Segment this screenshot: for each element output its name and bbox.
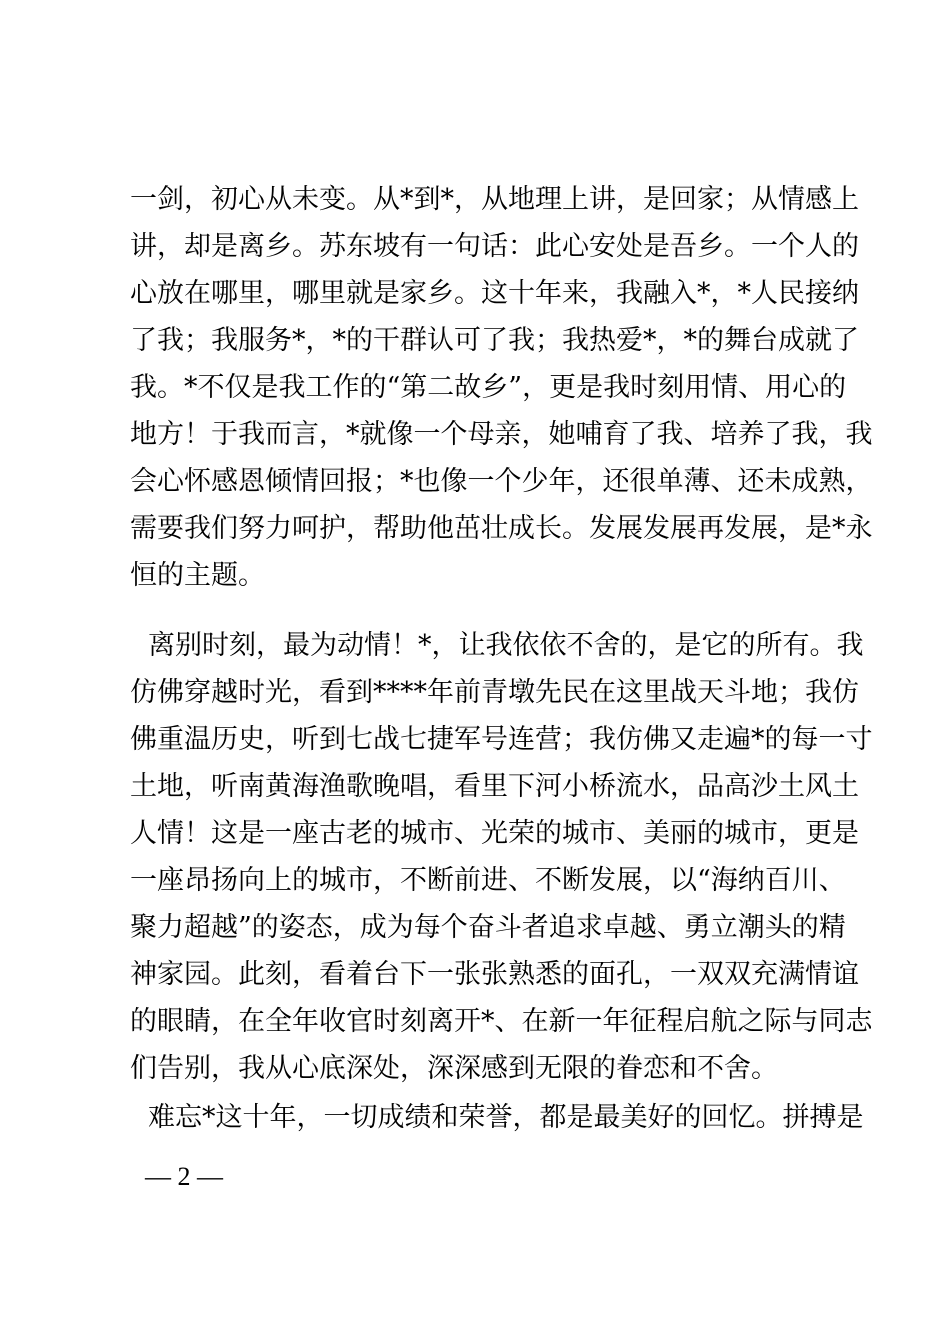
text-line: 一剑，初心从未变。从*到*，从地理上讲，是回家；从情感上 (130, 184, 859, 215)
text-line: 一座昂扬向上的城市，不断前进、不断发展，以“海纳百川、 (130, 865, 846, 896)
text-line: 讲，却是离乡。苏东坡有一句话：此心安处是吾乡。一个人的 (130, 231, 859, 262)
text-line: 难忘*这十年，一切成绩和荣誉，都是最美好的回忆。拼搏是 (148, 1102, 864, 1133)
paragraph-3 (130, 1094, 864, 1141)
text-line: 地方！于我而言，*就像一个母亲，她哺育了我、培养了我，我 (130, 419, 873, 450)
text-line: 神家园。此刻，看着台下一张张熟悉的面孔，一双双充满情谊 (130, 959, 859, 990)
page-number: — 2 — (145, 1162, 223, 1191)
text-line: 恒的主题。 (130, 560, 265, 591)
paragraph-1 (130, 176, 873, 599)
text-line: 的眼睛，在全年收官时刻离开*、在新一年征程启航之际与同志 (130, 1006, 873, 1037)
text-line: 我。*不仅是我工作的“第二故乡”，更是我时刻用情、用心的 (130, 372, 847, 403)
text-line: 人情！这是一座古老的城市、光荣的城市、美丽的城市，更是 (130, 818, 859, 849)
text-line: 仿佛穿越时光，看到****年前青墩先民在这里战天斗地；我仿 (130, 677, 859, 708)
text-line: 们告别，我从心底深处，深深感到无限的眷恋和不舍。 (130, 1053, 778, 1084)
text-line: 离别时刻，最为动情！*，让我依依不舍的，是它的所有。我 (148, 630, 864, 661)
text-line: 佛重温历史，听到七战七捷军号连营；我仿佛又走遍*的每一寸 (130, 724, 873, 755)
text-line: 了我；我服务*，*的干群认可了我；我热爱*，*的舞台成就了 (130, 325, 859, 356)
text-line: 心放在哪里，哪里就是家乡。这十年来，我融入*，*人民接纳 (130, 278, 859, 309)
text-line: 需要我们努力呵护，帮助他茁壮成长。发展发展再发展，是*永 (130, 513, 873, 544)
text-line: 聚力超越”的姿态，成为每个奋斗者追求卓越、勇立潮头的精 (130, 912, 846, 943)
paragraph-2 (130, 622, 873, 1092)
text-line: 土地，听南黄海渔歌晚唱，看里下河小桥流水，品高沙土风土 (130, 771, 859, 802)
text-line: 会心怀感恩倾情回报；*也像一个少年，还很单薄、还未成熟， (130, 466, 873, 497)
